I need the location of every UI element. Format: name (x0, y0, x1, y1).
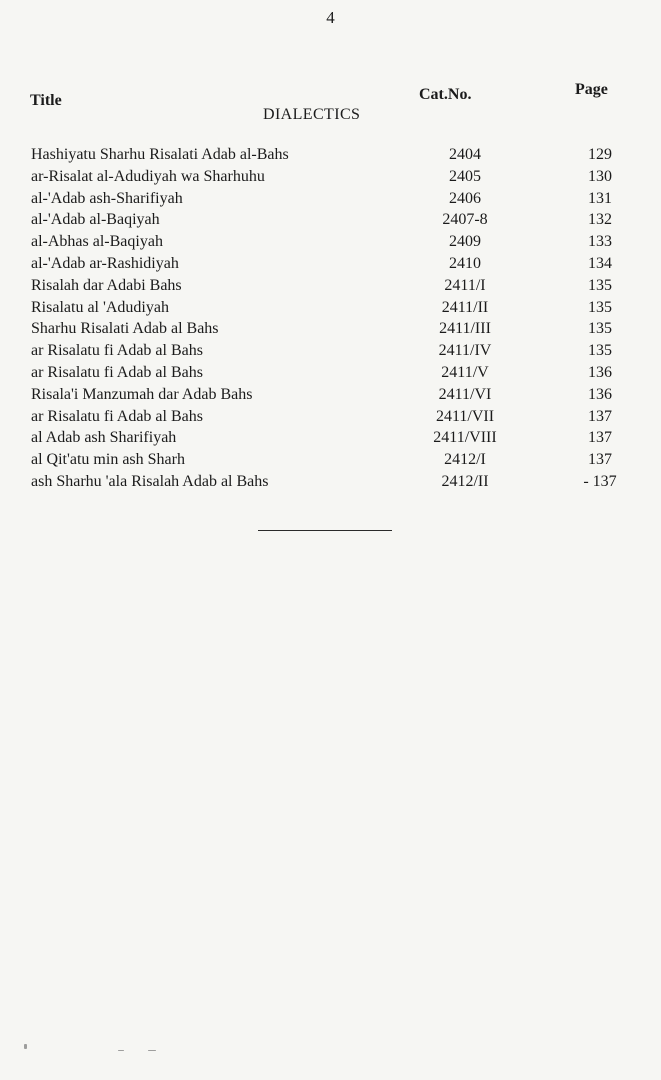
entry-cat-no: 2411/II (441, 298, 489, 316)
page-number: 4 (326, 8, 335, 27)
entry-page: 135 (588, 342, 612, 360)
entry-title: al-Abhas al-Baqiyah (31, 233, 163, 251)
catalog-entry (0, 408, 661, 430)
catalog-entry (0, 190, 661, 212)
entry-cat-no: 2411/VI (438, 385, 492, 403)
closing-rule (258, 530, 392, 531)
catalog-entry (0, 277, 661, 299)
catalog-entry (0, 146, 661, 168)
entry-page: 135 (588, 298, 612, 316)
entry-cat-no: 2411/IV (438, 342, 492, 360)
entry-title: Risalah dar Adabi Bahs (31, 276, 182, 294)
entry-page: 135 (588, 276, 612, 294)
entry-page: - 137 (583, 472, 617, 490)
entry-title: ar Risalatu fi Adab al Bahs (31, 407, 203, 425)
catalog-entry (0, 364, 661, 386)
entry-page: 129 (588, 146, 612, 163)
entry-page: 136 (588, 385, 612, 403)
entry-cat-no: 2412/II (441, 472, 489, 490)
catalog-entry (0, 233, 661, 255)
catalog-entry (0, 299, 661, 321)
entry-cat-no: 2411/III (439, 320, 491, 338)
entry-cat-no: 2411/V (441, 363, 489, 381)
entry-cat-no: 2406 (449, 189, 481, 207)
entry-title: al-'Adab ash-Sharifiyah (31, 189, 183, 207)
entry-title: al Qit'atu min ash Sharh (31, 451, 185, 469)
entry-page: 137 (588, 407, 612, 425)
entry-cat-no: 2411/VIII (433, 429, 497, 447)
entry-cat-no: 2404 (449, 146, 481, 163)
catalog-entry (0, 386, 661, 408)
entry-page: 132 (588, 211, 612, 229)
catalog-entry (0, 473, 661, 495)
entry-cat-no: 2411/VII (435, 407, 495, 425)
catalog-entry (0, 451, 661, 473)
entry-title: ash Sharhu 'ala Risalah Adab al Bahs (31, 472, 269, 490)
entry-page: 137 (588, 451, 612, 469)
entry-page: 136 (588, 363, 612, 381)
catalog-entry (0, 320, 661, 342)
entry-page: 130 (588, 167, 612, 185)
entry-title: Risala'i Manzumah dar Adab Bahs (31, 385, 253, 403)
entry-title: ar Risalatu fi Adab al Bahs (31, 363, 203, 381)
catalog-entry (0, 429, 661, 451)
catalog-entry (0, 342, 661, 364)
entry-title: Risalatu al 'Adudiyah (31, 298, 169, 316)
entry-cat-no: 2411/I (444, 276, 486, 294)
catalog-entry (0, 255, 661, 277)
entry-title: Sharhu Risalati Adab al Bahs (31, 320, 219, 338)
catalog-entry (0, 211, 661, 233)
entry-cat-no: 2405 (449, 167, 481, 185)
catalog-entry (0, 168, 661, 190)
entry-cat-no: 2410 (449, 254, 481, 272)
entry-page: 135 (588, 320, 612, 338)
print-speck (24, 1044, 27, 1049)
entry-cat-no: 2412/I (444, 451, 486, 469)
print-speck (148, 1050, 156, 1051)
entry-title: al-'Adab ar-Rashidiyah (31, 254, 179, 272)
entry-cat-no: 2409 (449, 233, 481, 251)
catalog-entries (0, 146, 661, 495)
entry-title: Hashiyatu Sharhu Risalati Adab al-Bahs (31, 146, 289, 163)
column-header-cat-no: Cat.No. (419, 86, 472, 103)
entry-page: 131 (588, 189, 612, 207)
entry-page: 137 (588, 429, 612, 447)
entry-cat-no: 2407-8 (442, 211, 488, 229)
column-header-page: Page (575, 81, 608, 98)
entry-title: ar-Risalat al-Adudiyah wa Sharhuhu (31, 167, 265, 185)
entry-title: ar Risalatu fi Adab al Bahs (31, 342, 203, 360)
entry-page: 134 (588, 254, 612, 272)
section-heading: DIALECTICS (263, 106, 361, 123)
entry-title: al Adab ash Sharifiyah (31, 429, 177, 447)
print-speck (118, 1050, 124, 1051)
entry-title: al-'Adab al-Baqiyah (31, 211, 160, 229)
column-header-title: Title (30, 92, 62, 109)
entry-page: 133 (588, 233, 612, 251)
